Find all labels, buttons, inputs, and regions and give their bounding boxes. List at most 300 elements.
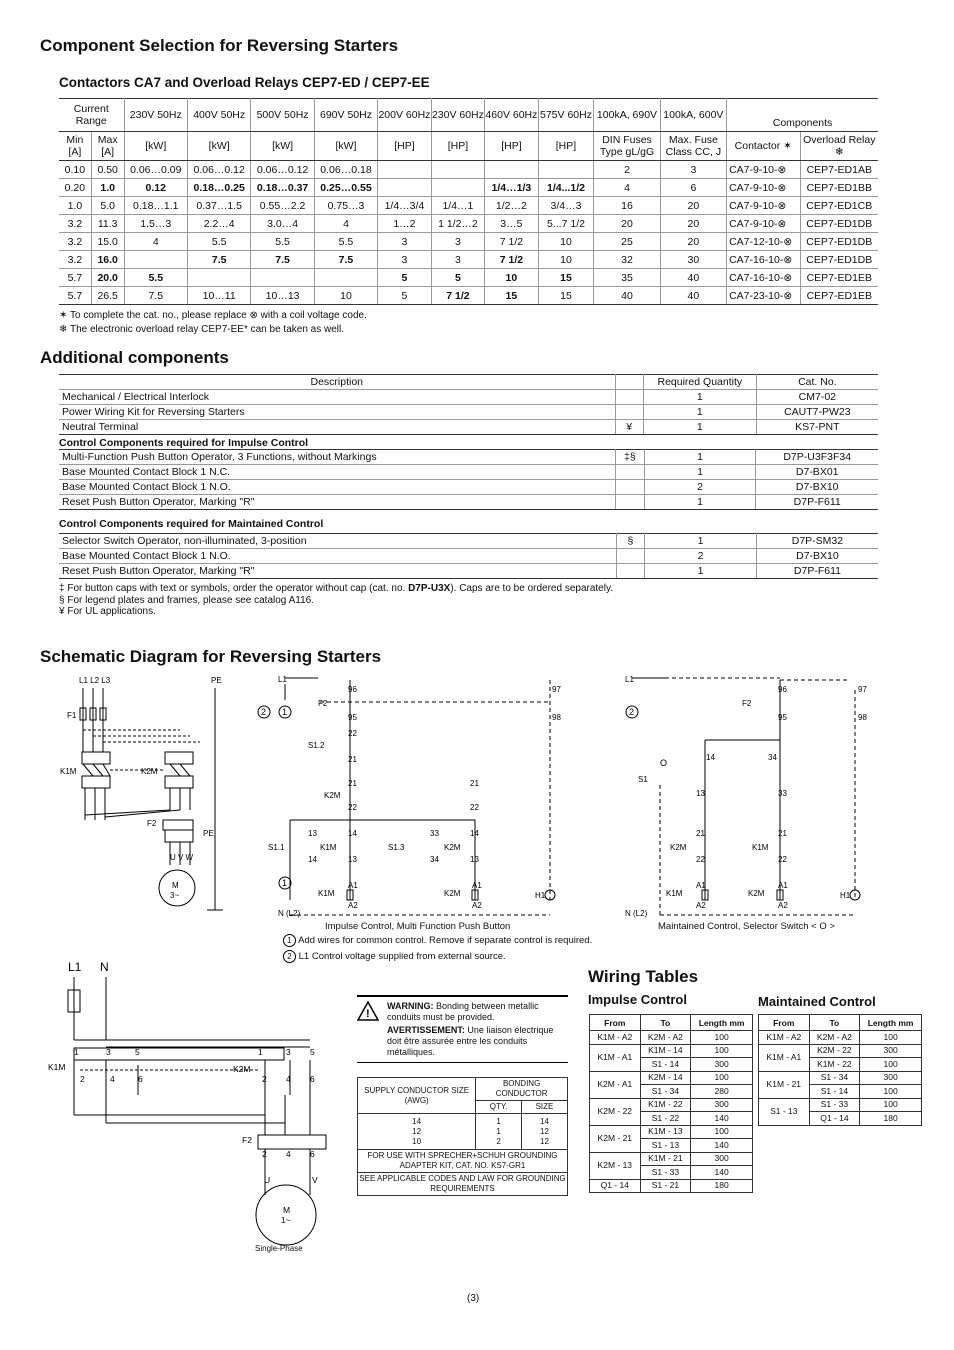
table-cell: 0.75…3 [314,197,377,215]
table-cell: 100 [691,1071,753,1085]
table-cell: 0.25…0.55 [314,179,377,197]
table-cell: D7-BX10 [756,549,878,564]
table-row [59,215,878,233]
table-cell: 100 [860,1031,922,1045]
maintained-control-diagram [620,670,870,920]
table-cell: 25 [594,233,660,251]
table-cell: 0.55…2.2 [251,197,314,215]
svg-text:K1M: K1M [320,843,337,852]
additional-table [59,374,878,435]
svg-text:2: 2 [262,1149,267,1159]
svg-text:14: 14 [348,829,357,838]
circle-2-icon: 2 [283,950,296,963]
impulse-components-table [59,449,878,510]
table-cell: D7P-F611 [756,564,878,579]
svg-text:13: 13 [696,789,705,798]
svg-text:!: ! [366,1008,370,1020]
svg-text:F2: F2 [242,1135,252,1145]
header-cell: 460V 60Hz [485,99,538,132]
footnote-text: ¥ For UL applications. [59,606,156,617]
svg-text:22: 22 [348,803,357,812]
table-cell: 5.5 [251,233,314,251]
svg-text:1~: 1~ [281,1215,291,1225]
subheader-cell: [HP] [378,132,431,161]
note-circle-1 [283,934,592,947]
table-cell: Selector Switch Operator, non-illuminated, 3-position [59,534,616,549]
table-row [590,1152,753,1166]
svg-text:K1M: K1M [318,889,335,898]
table-cell: 140 [691,1166,753,1180]
table-cell: K1M - 22 [809,1058,860,1072]
table-cell: 5.7 [59,269,91,287]
table-cell: Base Mounted Contact Block 1 N.C. [59,465,616,480]
table-cell: KS7-PNT [756,420,878,435]
table-cell: K1M - 21 [640,1152,691,1166]
table-cell: CAUT7-PW23 [756,405,878,420]
svg-text:13: 13 [308,829,317,838]
table-cell: 1.0 [59,197,91,215]
table-cell: 300 [691,1152,753,1166]
svg-text:34: 34 [430,855,439,864]
caption-maintained: Maintained Control, Selector Switch < O > [658,921,835,932]
page-title: Component Selection for Reversing Starters [40,36,399,55]
table-cell: 30 [660,251,726,269]
maintained-heading: Maintained Control [758,994,876,1009]
svg-text:A2: A2 [348,901,358,910]
table-cell: 3.2 [59,215,91,233]
table-cell: 7.5 [187,251,250,269]
table-cell: 7 1/2 [431,287,484,305]
table-cell: 300 [691,1058,753,1072]
bond-bsize: 14 12 12 [521,1114,567,1150]
header-cell: 200V 60Hz [378,99,431,132]
table-row [59,480,878,495]
note-contactor: ✶ To complete the cat. no., please replace ⊗ with a coil voltage code. [59,310,367,321]
svg-text:14: 14 [308,855,317,864]
svg-text:S1: S1 [638,775,648,784]
table-cell: K1M - 13 [640,1125,691,1139]
table-cell: 15 [538,269,594,287]
table-cell: D7P-U3F3F34 [756,450,878,465]
additional-heading: Additional components [40,348,229,367]
svg-text:K2M: K2M [233,1064,251,1074]
table-row [59,179,878,197]
table-cell: 5.5 [187,233,250,251]
svg-text:98: 98 [552,713,561,722]
table-cell [616,465,645,480]
table-cell: 2.2…4 [187,215,250,233]
table-cell: 0.18…0.25 [187,179,250,197]
table-cell: 1/4…1/3 [485,179,538,197]
table-row [759,1044,922,1058]
table-cell: 5 [378,287,431,305]
table-cell: 1.5…3 [124,215,187,233]
header-cell: To [640,1015,691,1031]
table-cell: 32 [594,251,660,269]
table-cell: 4 [594,179,660,197]
table-cell: 280 [691,1085,753,1099]
header-cell: From [759,1015,810,1031]
contactors-heading: Contactors CA7 and Overload Relays CEP7-ED / CEP7-EE [59,75,430,90]
svg-text:21: 21 [470,779,479,788]
table-cell [615,390,643,405]
table-row [59,549,878,564]
table-cell [251,269,314,287]
wiring-heading: Wiring Tables [588,967,699,986]
table-row [59,233,878,251]
table-cell: CA7-12-10-⊗ [727,233,800,251]
svg-text:4: 4 [286,1149,291,1159]
table-cell: S1 - 33 [640,1166,691,1180]
table-cell: § [616,534,644,549]
from-cell: K2M - 22 [590,1098,641,1125]
table-cell: 7.5 [124,287,187,305]
table-row [590,1031,753,1045]
svg-text:2: 2 [629,707,635,717]
table-cell [616,564,644,579]
table-cell: 5.7 [59,287,91,305]
svg-text:95: 95 [348,713,357,722]
table-cell: CEP7-ED1AB [800,161,878,179]
table-cell: 26.5 [91,287,124,305]
svg-text:13: 13 [348,855,357,864]
table-cell: 100 [691,1044,753,1058]
svg-text:97: 97 [858,685,867,694]
table-cell: S1 - 33 [809,1098,860,1112]
table-row [590,1098,753,1112]
table-cell: 5.0 [91,197,124,215]
svg-text:F1: F1 [67,711,77,720]
svg-text:1: 1 [282,707,288,717]
table-cell: Power Wiring Kit for Reversing Starters [59,405,615,420]
table-cell: 140 [691,1139,753,1153]
table-row [59,465,878,480]
bonding-table [357,1077,568,1196]
table-row [759,1031,922,1045]
table-cell: 1/4…1 [431,197,484,215]
svg-text:98: 98 [858,713,867,722]
table-cell: 0.10 [59,161,91,179]
table-row [759,1098,922,1112]
table-cell: Mechanical / Electrical Interlock [59,390,615,405]
table-cell: CEP7-ED1DB [800,233,878,251]
table-cell: 2 [645,549,757,564]
table-row [59,251,878,269]
table-cell: 1…2 [378,215,431,233]
single-phase-label: Single-Phase [255,1244,303,1253]
svg-text:K1M: K1M [666,889,683,898]
svg-text:F2: F2 [147,819,157,828]
table-row [590,1071,753,1085]
table-cell: CM7-02 [756,390,878,405]
from-cell: K2M - A1 [590,1071,641,1098]
svg-text:3: 3 [286,1047,291,1057]
svg-text:N (L2): N (L2) [278,909,301,918]
table-cell: 300 [860,1044,922,1058]
table-cell: CEP7-ED1DB [800,215,878,233]
subheader-cell: [kW] [124,132,187,161]
table-cell [187,269,250,287]
svg-text:A1: A1 [348,881,358,890]
subheader-cell: DIN Fuses Type gL/gG [594,132,660,161]
header-cell: Cat. No. [756,375,878,390]
svg-text:S1.2: S1.2 [308,741,325,750]
footnote-text: § For legend plates and frames, please see catalog A116. [59,594,314,606]
header-cell: 100kA, 690V [594,99,660,132]
table-cell: CEP7-ED1DB [800,251,878,269]
table-cell: 100 [860,1085,922,1099]
table-cell: 3 [660,161,726,179]
table-cell: 1/4…3/4 [378,197,431,215]
table-cell: 1 1/2…2 [431,215,484,233]
table-cell: 10 [538,233,594,251]
table-cell: 0.18…1.1 [124,197,187,215]
table-cell [314,269,377,287]
svg-text:F2: F2 [742,699,752,708]
svg-text:U V W: U V W [170,853,194,862]
warning-text-fr: Une liaison électrique doit être assurée entre les conduits métalliques. [387,1025,554,1057]
table-row [59,405,878,420]
from-cell: K2M - 21 [590,1125,641,1152]
table-cell: Base Mounted Contact Block 1 N.O. [59,480,616,495]
table-cell: Multi-Function Push Button Operator, 3 Functions, without Markings [59,450,616,465]
maintained-components-table [59,533,878,579]
table-cell: 3/4…3 [538,197,594,215]
table-cell: 0.20 [59,179,91,197]
table-cell: 0.06…0.18 [314,161,377,179]
header-cell [615,375,643,390]
table-cell: S1 - 14 [640,1058,691,1072]
footnote [59,583,613,595]
group-impulse-heading: Control Components required for Impulse Control [59,437,309,449]
table-cell: 10…11 [187,287,250,305]
table-cell: ‡§ [616,450,645,465]
table-cell: K2M - 14 [640,1071,691,1085]
table-cell: 1 [644,450,756,465]
svg-text:N (L2): N (L2) [625,909,648,918]
bond-sizes: 14 12 10 [358,1114,476,1150]
table-cell: D7-BX01 [756,465,878,480]
header-cell: To [809,1015,860,1031]
table-cell: 10 [485,269,538,287]
from-cell: K1M - A2 [590,1031,641,1045]
table-row [59,564,878,579]
table-cell: 300 [860,1071,922,1085]
table-cell: 140 [691,1112,753,1126]
table-cell: 7.5 [251,251,314,269]
table-cell: K1M - 14 [640,1044,691,1058]
svg-text:O: O [660,758,668,768]
svg-text:1: 1 [282,878,288,888]
maintained-wiring-table [758,1014,922,1126]
table-cell [616,495,645,510]
table-cell: 1 [643,405,756,420]
svg-text:21: 21 [348,779,357,788]
caption-impulse: Impulse Control, Multi Function Push Button [325,921,511,932]
table-cell: Reset Push Button Operator, Marking "R" [59,495,616,510]
bond-h1: SUPPLY CONDUCTOR SIZE (AWG) [358,1078,476,1114]
svg-text:K2M: K2M [141,767,158,776]
svg-text:22: 22 [348,729,357,738]
svg-text:A1: A1 [778,881,788,890]
table-cell: 0.50 [91,161,124,179]
svg-text:K2M: K2M [670,843,687,852]
svg-text:M: M [283,1205,291,1215]
table-cell: 16 [594,197,660,215]
header-cell: 100kA, 600V [660,99,726,132]
table-cell: ¥ [615,420,643,435]
table-cell: 0.12 [124,179,187,197]
table-cell [431,161,484,179]
table-cell: K1M - 22 [640,1098,691,1112]
svg-text:5: 5 [310,1047,315,1057]
table-cell: 4 [124,233,187,251]
impulse-wiring-table [589,1014,753,1193]
table-cell: 10…13 [251,287,314,305]
table-cell: 7.5 [314,251,377,269]
table-cell: S1 - 21 [640,1179,691,1193]
schematic-heading: Schematic Diagram for Reversing Starters [40,647,382,666]
svg-text:V: V [312,1175,318,1185]
from-cell: K1M - A1 [759,1044,810,1071]
svg-text:H1: H1 [535,891,546,900]
table-cell: 35 [594,269,660,287]
table-cell: S1 - 14 [809,1085,860,1099]
table-cell: 3 [431,233,484,251]
note-1-text: Add wires for common control. Remove if separate control is required. [298,935,593,946]
table-cell: Q1 - 14 [809,1112,860,1126]
table-cell: 100 [860,1058,922,1072]
table-cell: S1 - 13 [640,1139,691,1153]
table-cell [485,161,538,179]
svg-text:21: 21 [348,755,357,764]
table-cell: 15.0 [91,233,124,251]
subheader-cell: [HP] [431,132,484,161]
table-cell: 5 [378,269,431,287]
header-cell: 230V 50Hz [124,99,187,132]
circle-1-icon: 1 [283,934,296,947]
from-cell: Q1 - 14 [590,1179,641,1193]
table-cell: K2M - A2 [640,1031,691,1045]
svg-text:33: 33 [778,789,787,798]
svg-text:A2: A2 [696,901,706,910]
bond-size-h: SIZE [521,1101,567,1114]
subheader-cell: [HP] [538,132,594,161]
table-row [59,450,878,465]
header-cell: 400V 50Hz [187,99,250,132]
table-cell [538,161,594,179]
warning-title: WARNING: [387,1001,434,1011]
table-cell: 3 [431,251,484,269]
from-cell: S1 - 13 [759,1098,810,1125]
svg-text:6: 6 [310,1074,315,1084]
table-cell: 5.5 [314,233,377,251]
svg-text:L1 L2 L3: L1 L2 L3 [79,676,111,685]
table-row [59,161,878,179]
table-cell: CEP7-ED1BB [800,179,878,197]
single-phase-diagram [40,955,340,1255]
svg-text:6: 6 [310,1149,315,1159]
subheader-cell: Max. Fuse Class CC, J [660,132,726,161]
svg-text:PE: PE [211,676,222,685]
table-cell: 100 [860,1098,922,1112]
subheader-cell: Overload Relay ❄ [800,132,878,161]
table-cell: 180 [691,1179,753,1193]
table-cell: CEP7-ED1EB [800,269,878,287]
svg-text:K2M: K2M [444,889,461,898]
svg-text:33: 33 [430,829,439,838]
table-cell: 20 [660,197,726,215]
footnote-text: ). Caps are to be ordered separately. [450,583,613,594]
note-2-text: L1 Control voltage supplied from external source. [298,951,506,962]
table-cell: 300 [691,1098,753,1112]
svg-text:F2: F2 [318,699,328,708]
table-cell: 40 [660,287,726,305]
svg-text:95: 95 [778,713,787,722]
from-cell: K2M - 13 [590,1152,641,1179]
header-cell: Length mm [860,1015,922,1031]
svg-text:4: 4 [286,1074,291,1084]
svg-text:A2: A2 [472,901,482,910]
header-cell: Length mm [691,1015,753,1031]
svg-text:H1: H1 [840,891,851,900]
svg-text:A1: A1 [696,881,706,890]
table-cell: CA7-9-10-⊗ [727,215,800,233]
footnote [59,606,613,618]
table-cell: 1 [643,390,756,405]
svg-text:4: 4 [110,1074,115,1084]
table-cell: 11.3 [91,215,124,233]
svg-text:A2: A2 [778,901,788,910]
table-cell: 180 [860,1112,922,1126]
additional-notes [59,583,613,618]
table-cell: 3 [378,251,431,269]
svg-text:5: 5 [135,1047,140,1057]
table-cell: 7 1/2 [485,233,538,251]
table-cell: 4 [314,215,377,233]
table-cell [431,179,484,197]
svg-text:14: 14 [706,753,715,762]
table-cell: Base Mounted Contact Block 1 N.O. [59,549,616,564]
selection-table [59,98,878,305]
from-cell: K1M - 21 [759,1071,810,1098]
table-cell: 5.5 [124,269,187,287]
svg-text:22: 22 [778,855,787,864]
svg-text:U: U [264,1175,271,1185]
impulse-control-diagram [250,670,570,920]
table-cell: S1 - 22 [640,1112,691,1126]
table-cell: 7 1/2 [485,251,538,269]
table-cell: Neutral Terminal [59,420,615,435]
svg-text:21: 21 [696,829,705,838]
header-cell: 575V 60Hz [538,99,594,132]
svg-text:96: 96 [778,685,787,694]
svg-text:2: 2 [261,707,267,717]
table-cell: 100 [691,1125,753,1139]
selection-notes [59,309,367,337]
svg-text:K1M: K1M [48,1062,66,1072]
svg-text:M: M [172,881,179,890]
table-cell: 16.0 [91,251,124,269]
svg-text:1: 1 [74,1047,79,1057]
table-cell: K2M - A2 [809,1031,860,1045]
subheader-cell: [kW] [314,132,377,161]
table-cell: 20 [660,233,726,251]
table-cell: Reset Push Button Operator, Marking "R" [59,564,616,579]
table-cell: 100 [691,1031,753,1045]
bond-h2: BONDING CONDUCTOR [476,1078,568,1101]
table-cell: 10 [314,287,377,305]
